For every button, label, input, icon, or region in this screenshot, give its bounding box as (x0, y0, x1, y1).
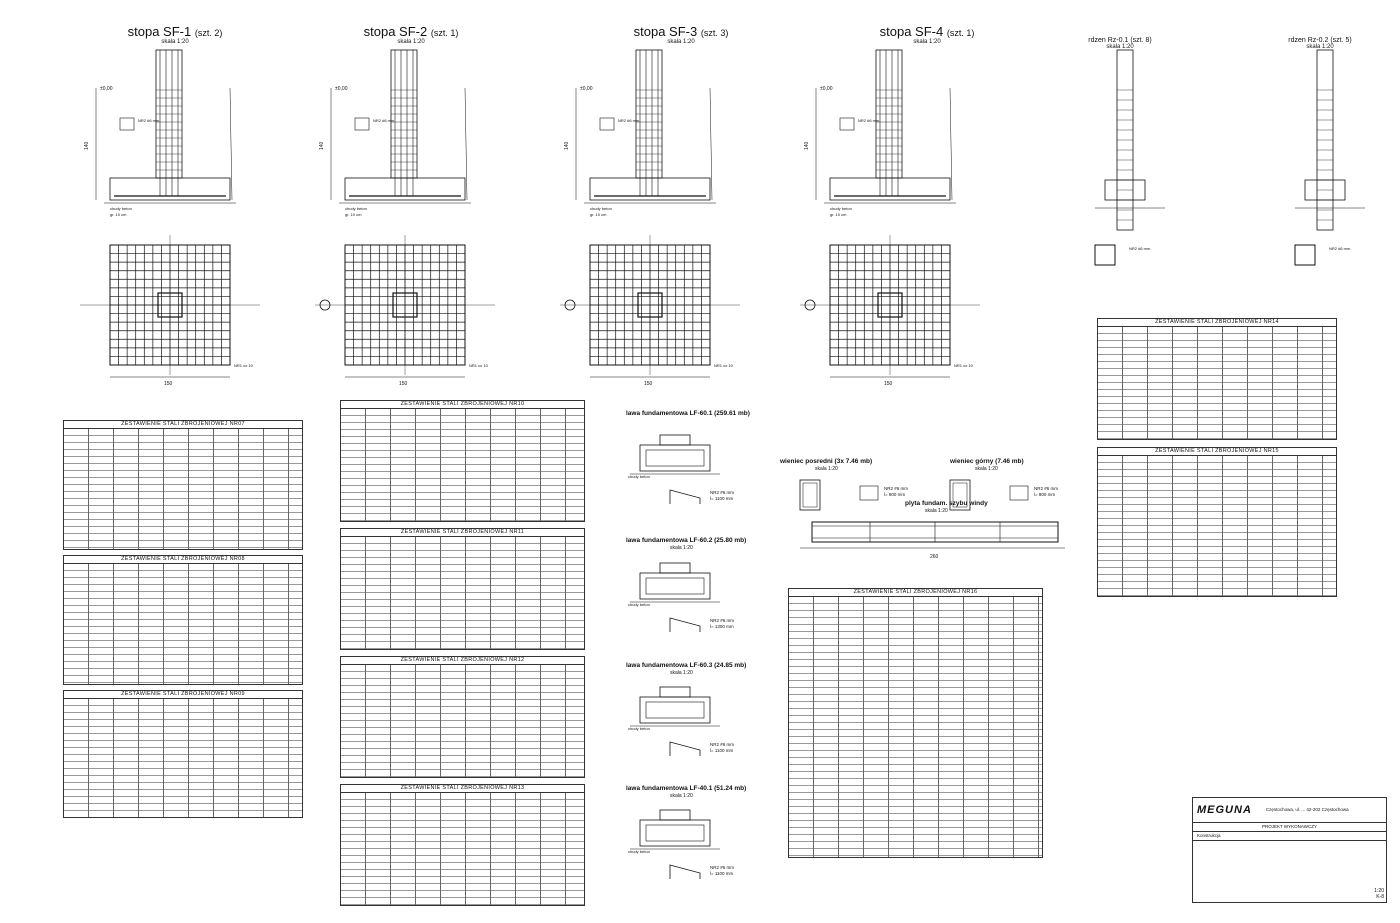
bar-label: NR2 #6 mm (618, 118, 640, 123)
beam-bar-shape (860, 486, 878, 500)
bench-footing (640, 697, 710, 723)
bench-scale-3: skala 1:20 (670, 670, 693, 676)
bench-stirrup (646, 825, 704, 841)
beam-title-1: wieniec posredni (3x 7.46 mb) (780, 458, 873, 465)
schedule-nr12: ZESTAWIENIE STALI ZBROJENIOWEJ NR12 (340, 656, 585, 778)
rebar-bend-shape (600, 118, 614, 130)
dim-text: 140 (84, 141, 90, 150)
schedule-columns (341, 793, 584, 905)
bar-shape (670, 742, 700, 756)
level-text: ±0,00 (335, 86, 348, 92)
title-block (1192, 797, 1387, 903)
bar-label: l= 1100 mm (710, 496, 734, 501)
bar-label: NR2 #6 mm (710, 490, 735, 495)
schedule-columns (341, 409, 584, 521)
core-section (1295, 245, 1315, 265)
lean-concrete-text: chudy beton (628, 474, 650, 479)
beam-scale-2: skala 1:20 (975, 466, 998, 472)
schedule-nr14: ZESTAWIENIE STALI ZBROJENIOWEJ NR14 (1097, 318, 1337, 440)
bar-label: NR2 #6 mm (884, 486, 909, 491)
bench-stirrup (646, 702, 704, 718)
beam-bar-shape (1010, 486, 1028, 500)
bar-shape (670, 490, 700, 504)
lean-concrete-text: gr. 10 cm (830, 212, 847, 217)
sheet-number: K-8 (1376, 894, 1384, 900)
bar-label: NR2 #6 mm (138, 118, 160, 123)
schedule-columns (1098, 327, 1336, 439)
bench-scale-2: skala 1:20 (670, 545, 693, 551)
bench-wall (660, 687, 690, 697)
schedule-columns (64, 699, 302, 817)
rebar-bend-shape (355, 118, 369, 130)
core-title-1: rdzen Rz-0.1 (szt. 8) skala 1:20 (1088, 37, 1152, 50)
schedule-columns (1098, 456, 1336, 596)
footing-title-1: stopa SF-1 (szt. 2) skala 1:20 (127, 24, 223, 45)
footing-section-outline (590, 178, 710, 200)
bench-stirrup (646, 450, 704, 466)
bar-label: NR2 #6 mm (858, 118, 880, 123)
dim-text: 140 (564, 141, 570, 150)
bar-label: NR2 #6 mm (710, 742, 735, 747)
bench-wall (660, 435, 690, 445)
bar-label: NR2 #6 mm (710, 618, 735, 623)
beam-stirrup (803, 483, 817, 507)
slab-scale: skala 1:20 (925, 508, 948, 514)
schedule-nr10: ZESTAWIENIE STALI ZBROJENIOWEJ NR10 (340, 400, 585, 522)
schedule-nr13: ZESTAWIENIE STALI ZBROJENIOWEJ NR13 (340, 784, 585, 906)
bench-wall (660, 810, 690, 820)
footing-title-4: stopa SF-4 (szt. 1) skala 1:20 (879, 24, 975, 45)
lean-concrete-text: chudy beton (628, 726, 650, 731)
level-text: ±0,00 (580, 86, 593, 92)
lean-concrete-text: gr. 10 cm (110, 212, 127, 217)
schedule-nr16: ZESTAWIENIE STALI ZBROJENIOWEJ NR16 (788, 588, 1043, 858)
dim-text: 150 (644, 381, 653, 387)
bench-title-3: lawa fundamentowa LF-60.3 (24.85 mb) (626, 662, 747, 669)
schedule-columns (789, 597, 1042, 857)
bar-label: NR2 #6 mm (1129, 246, 1151, 251)
company-logo: MEGUNA (1197, 804, 1252, 816)
schedule-columns (341, 665, 584, 777)
footing-title-2: stopa SF-2 (szt. 1) skala 1:20 (363, 24, 459, 45)
bar-label: l= 1300 mm (710, 624, 734, 629)
schedule-columns (64, 564, 302, 684)
level-text: ±0,00 (100, 86, 113, 92)
level-text: ±0,00 (820, 86, 833, 92)
lean-concrete-text: chudy beton (830, 206, 852, 211)
schedule-nr08: ZESTAWIENIE STALI ZBROJENIOWEJ NR08 (63, 555, 303, 685)
schedule-nr09: ZESTAWIENIE STALI ZBROJENIOWEJ NR09 (63, 690, 303, 818)
core-title-2: rdzen Rz-0.2 (szt. 5) skala 1:20 (1288, 37, 1352, 50)
bar-label: l= 1100 mm (710, 871, 734, 876)
bench-title-2: lawa fundamentowa LF-60.2 (25.80 mb) (626, 537, 747, 544)
bar-label: NR1 co 10 (714, 363, 733, 368)
dim-text: 150 (884, 381, 893, 387)
bench-scale-4: skala 1:20 (670, 793, 693, 799)
bar-label: NR1 co 10 (469, 363, 488, 368)
bar-label: l= 800 mm (884, 492, 906, 497)
footing-section-outline (830, 178, 950, 200)
dim-text: 150 (399, 381, 408, 387)
rebar-bend-shape (840, 118, 854, 130)
scale-label: 1:20 (1374, 888, 1384, 894)
footing-section-outline (110, 178, 230, 200)
bar-label: l= 1100 mm (710, 748, 734, 753)
bench-footing (640, 445, 710, 471)
project-stage: PROJEKT WYKONAWCZY (1193, 823, 1386, 832)
company-address: Częstochowa, ul. ... 42-202 Częstochowa (1265, 807, 1349, 812)
branch: Konstrukcja (1193, 832, 1386, 841)
beam-scale-1: skala 1:20 (815, 466, 838, 472)
schedule-nr11: ZESTAWIENIE STALI ZBROJENIOWEJ NR11 (340, 528, 585, 650)
dim-text: 260 (930, 554, 939, 560)
bar-label: NR2 #6 mm (373, 118, 395, 123)
bar-label: NR1 co 10 (954, 363, 973, 368)
bench-footing (640, 573, 710, 599)
bar-label: l= 800 mm (1034, 492, 1056, 497)
footing-title-3: stopa SF-3 (szt. 3) skala 1:20 (633, 24, 729, 45)
bench-title-4: lawa fundamentowa LF-40.1 (51.24 mb) (626, 785, 747, 792)
bench-wall (660, 563, 690, 573)
bar-shape (670, 865, 700, 879)
lean-concrete-text: chudy beton (110, 206, 132, 211)
bar-label: NR2 #6 mm (1329, 246, 1351, 251)
beam-title-2: wieniec górny (7.46 mb) (950, 458, 1024, 465)
schedule-nr07: ZESTAWIENIE STALI ZBROJENIOWEJ NR07 (63, 420, 303, 550)
bench-stirrup (646, 578, 704, 594)
dim-text: 150 (164, 381, 173, 387)
dim-text: 140 (804, 141, 810, 150)
footing-section-outline (345, 178, 465, 200)
lean-concrete-text: chudy beton (345, 206, 367, 211)
bar-label: NR1 co 10 (234, 363, 253, 368)
bench-footing (640, 820, 710, 846)
slab-title: plyta fundam. szybu windy (905, 500, 988, 507)
lean-concrete-text: gr. 10 cm (345, 212, 362, 217)
schedule-nr15: ZESTAWIENIE STALI ZBROJENIOWEJ NR15 (1097, 447, 1337, 597)
lean-concrete-text: chudy beton (628, 602, 650, 607)
schedule-columns (64, 429, 302, 549)
bar-label: NR2 #6 mm (710, 865, 735, 870)
bar-shape (670, 618, 700, 632)
lean-concrete-text: gr. 10 cm (590, 212, 607, 217)
bar-label: NR2 #6 mm (1034, 486, 1059, 491)
rebar-bend-shape (120, 118, 134, 130)
core-section (1095, 245, 1115, 265)
dim-text: 140 (319, 141, 325, 150)
bench-title-1: lawa fundamentowa LF-60.1 (259.61 mb) (626, 410, 750, 417)
lean-concrete-text: chudy beton (590, 206, 612, 211)
lean-concrete-text: chudy beton (628, 849, 650, 854)
schedule-columns (341, 537, 584, 649)
